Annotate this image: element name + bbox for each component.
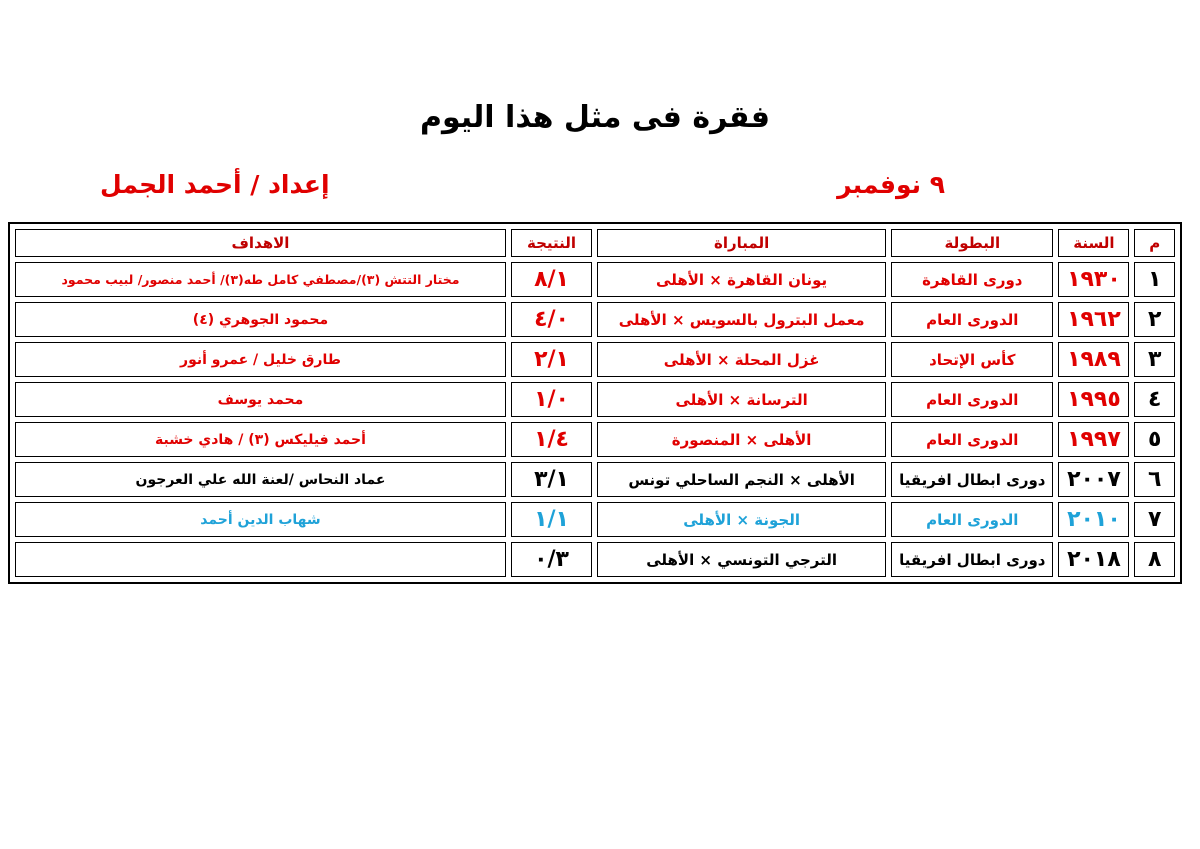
cell-match: معمل البترول بالسويس × الأهلى — [597, 302, 886, 337]
cell-tournament: دورى القاهرة — [891, 262, 1053, 297]
cell-index: ٨ — [1134, 542, 1175, 577]
cell-index: ٢ — [1134, 302, 1175, 337]
cell-match: الترجي التونسي × الأهلى — [597, 542, 886, 577]
page-title: فقرة فى مثل هذا اليوم — [420, 100, 770, 135]
header-tournament: البطولة — [891, 229, 1053, 257]
cell-tournament: كأس الإتحاد — [891, 342, 1053, 377]
table-row — [15, 542, 1175, 577]
cell-year: ١٩٣٠ — [1058, 262, 1129, 297]
cell-match: الجونة × الأهلى — [597, 502, 886, 537]
cell-tournament: الدورى العام — [891, 502, 1053, 537]
cell-tournament: الدورى العام — [891, 302, 1053, 337]
cell-result: ١/٠ — [511, 382, 592, 417]
cell-year: ٢٠١٨ — [1058, 542, 1129, 577]
cell-goals — [15, 542, 506, 577]
cell-match: يونان القاهرة × الأهلى — [597, 262, 886, 297]
cell-goals: مختار التتش (٣)/مصطفي كامل طه(٣)/ أحمد منصور/ لبيب محمود — [15, 262, 506, 297]
cell-goals: طارق خليل / عمرو أنور — [15, 342, 506, 377]
cell-result: ٤/٠ — [511, 302, 592, 337]
header-year: السنة — [1058, 229, 1129, 257]
cell-tournament: دورى ابطال افريقيا — [891, 462, 1053, 497]
cell-goals: محمد يوسف — [15, 382, 506, 417]
table-row — [15, 342, 1175, 377]
cell-result: ١/١ — [511, 502, 592, 537]
cell-index: ٦ — [1134, 462, 1175, 497]
cell-index: ٧ — [1134, 502, 1175, 537]
cell-match: غزل المحلة × الأهلى — [597, 342, 886, 377]
header-goals: الاهداف — [15, 229, 506, 257]
table-row — [15, 422, 1175, 457]
history-table — [8, 222, 1182, 584]
cell-match: الأهلى × المنصورة — [597, 422, 886, 457]
header-match: المباراة — [597, 229, 886, 257]
date-heading: ٩ نوفمبر — [837, 170, 945, 199]
cell-year: ١٩٨٩ — [1058, 342, 1129, 377]
cell-match: الأهلى × النجم الساحلي تونس — [597, 462, 886, 497]
cell-result: ٣/١ — [511, 462, 592, 497]
table-row — [15, 262, 1175, 297]
cell-goals: محمود الجوهري (٤) — [15, 302, 506, 337]
header-result: النتيجة — [511, 229, 592, 257]
header-index: م — [1134, 229, 1175, 257]
cell-result: ٨/١ — [511, 262, 592, 297]
cell-index: ٣ — [1134, 342, 1175, 377]
cell-result: ٠/٣ — [511, 542, 592, 577]
cell-year: ١٩٩٥ — [1058, 382, 1129, 417]
cell-index: ٥ — [1134, 422, 1175, 457]
cell-index: ١ — [1134, 262, 1175, 297]
cell-tournament: دورى ابطال افريقيا — [891, 542, 1053, 577]
cell-tournament: الدورى العام — [891, 422, 1053, 457]
cell-year: ٢٠٠٧ — [1058, 462, 1129, 497]
cell-goals: شهاب الدين أحمد — [15, 502, 506, 537]
cell-tournament: الدورى العام — [891, 382, 1053, 417]
table-row — [15, 462, 1175, 497]
cell-match: الترسانة × الأهلى — [597, 382, 886, 417]
cell-result: ١/٤ — [511, 422, 592, 457]
cell-year: ١٩٦٢ — [1058, 302, 1129, 337]
cell-result: ٢/١ — [511, 342, 592, 377]
cell-year: ٢٠١٠ — [1058, 502, 1129, 537]
table-row — [15, 502, 1175, 537]
cell-index: ٤ — [1134, 382, 1175, 417]
table-header-row — [15, 229, 1175, 257]
table-row — [15, 382, 1175, 417]
cell-goals: أحمد فيليكس (٣) / هادي خشبة — [15, 422, 506, 457]
table-row — [15, 302, 1175, 337]
cell-year: ١٩٩٧ — [1058, 422, 1129, 457]
cell-goals: عماد النحاس /لعنة الله علي العرجون — [15, 462, 506, 497]
author-credit: إعداد / أحمد الجمل — [100, 170, 330, 199]
